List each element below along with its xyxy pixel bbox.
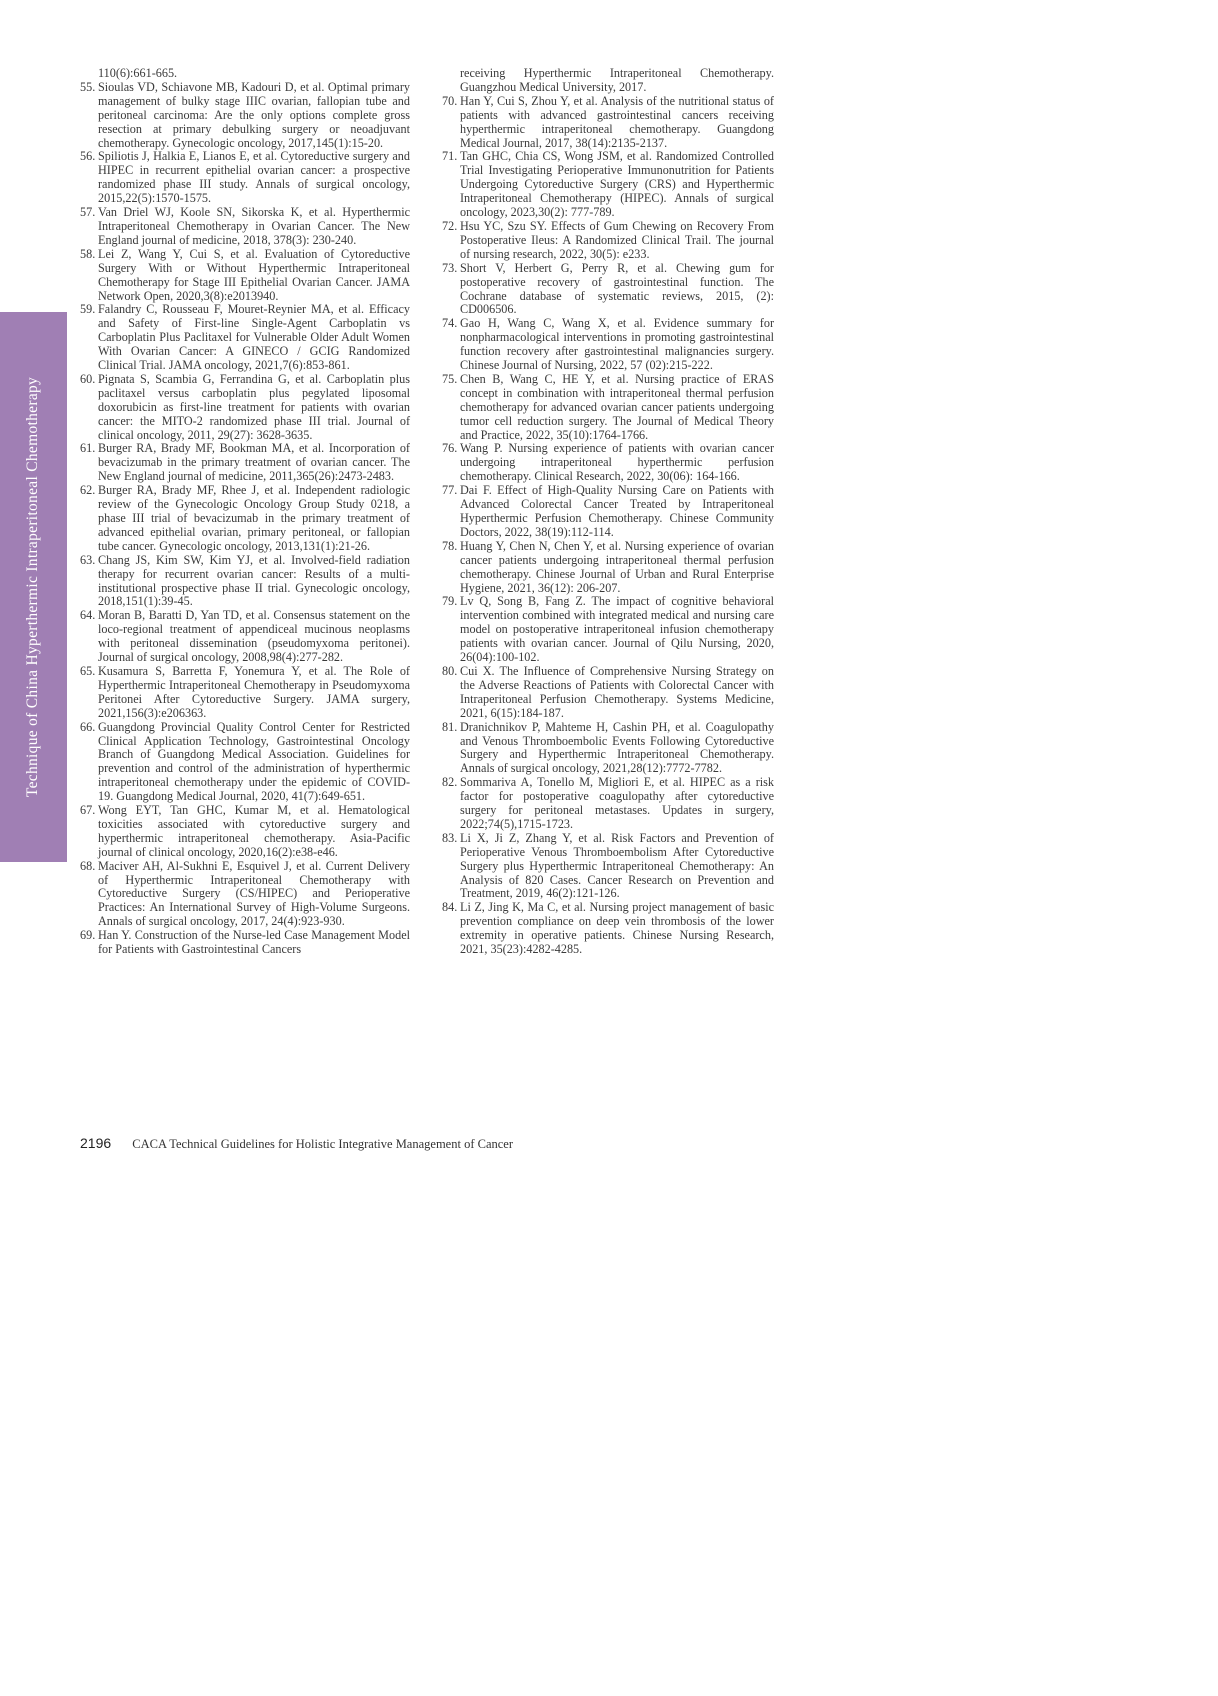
reference-item xyxy=(442,721,774,777)
reference-number: 78. xyxy=(442,538,458,553)
reference-number: 73. xyxy=(442,260,458,275)
reference-text: Hsu YC, Szu SY. Effects of Gum Chewing on Recovery From Postoperative Ileus: A Randomized Clinical Trail. The journal of nursing research, 2022, 30(5): e233. xyxy=(460,218,774,261)
reference-text: Li Z, Jing K, Ma C, et al. Nursing project management of basic prevention compliance on deep vein thrombosis of the lower extremity in operative patients. Chinese Nursing Research, 2021, 35(23):4282-4285. xyxy=(460,900,774,957)
reference-number: 84. xyxy=(442,900,458,915)
reference-item xyxy=(80,804,410,860)
reference-text: Wong EYT, Tan GHC, Kumar M, et al. Hematological toxicities associated with cytoreductive surgery and hyperthermic intraperitoneal chemotherapy. Asia-Pacific journal of clinical oncology, 2020,16(2):e38-e46. xyxy=(98,803,410,859)
reference-text: Dai F. Effect of High-Quality Nursing Care on Patients with Advanced Colorectal Cancer Treated by Intraperitoneal Hyperthermic Perfusion Chemotherapy. Chinese Community Doctors, 2022, 38(19):112-114. xyxy=(460,483,774,539)
reference-text: Sioulas VD, Schiavone MB, Kadouri D, et al. Optimal primary management of bulky stage IIIC ovarian, fallopian tube and peritoneal carcinoma: Are the only options complete gross resection at primary debulking surgery or neoadjuvant chemotherapy. Gynecologic oncology, 2017,145(1):15-20. xyxy=(98,79,410,150)
reference-item xyxy=(80,206,410,248)
reference-text: Burger RA, Brady MF, Rhee J, et al. Independent radiologic review of the Gynecologic Oncology Group Study 0218, a phase III trial of bevacizumab in the primary treatment of advanced epithelial ovarian, primary peritoneal, or fallopian tube cancer. Gynecologic oncology, 2013,131(1):21-26. xyxy=(98,483,410,553)
reference-item xyxy=(442,484,774,540)
reference-number: 57. xyxy=(80,205,96,220)
reference-number: 71. xyxy=(442,149,458,164)
reference-number: 63. xyxy=(80,552,96,567)
reference-text: Guangdong Provincial Quality Control Center for Restricted Clinical Application Technology, Gastrointestinal Oncology Branch of Guangdong Medical Association. Guidelines for prevention and control of the administration of hyperthermic intraperitoneal chemotherapy under the epidemic of COVID-19. Guangdong Medical Journal, 2020, 41(7):649-651. xyxy=(98,719,410,804)
reference-text: Sommariva A, Tonello M, Migliori E, et al. HIPEC as a risk factor for postoperative coagulopathy after cytoreductive surgery for peritoneal metastases. Updates in surgery, 2022;74(5),1715-1723. xyxy=(460,775,774,831)
reference-item xyxy=(442,595,774,665)
reference-number: 64. xyxy=(80,608,96,623)
reference-text: Moran B, Baratti D, Yan TD, et al. Consensus statement on the loco-regional treatment of appendiceal mucinous neoplasms with peritoneal dissemination (pseudomyxoma peritonei). Journal of surgical oncology, 2008,98(4):277-282. xyxy=(98,608,410,665)
reference-number: 70. xyxy=(442,93,458,108)
reference-item xyxy=(442,262,774,318)
reference-number: 58. xyxy=(80,246,96,261)
reference-item xyxy=(80,81,410,151)
reference-text: Chen B, Wang C, HE Y, et al. Nursing practice of ERAS concept in combination with intraperitoneal thermal perfusion chemotherapy for advanced ovarian cancer patients undergoing tumor cell reduction surgery. The Journal of Medical Theory and Practice, 2022, 35(10):1764-1766. xyxy=(460,371,774,442)
reference-text: Kusamura S, Barretta F, Yonemura Y, et al. The Role of Hyperthermic Intraperitoneal Chemotherapy in Pseudomyxoma Peritonei After Cytoreductive Surgery. JAMA surgery, 2021,156(3):e206363. xyxy=(98,663,410,720)
reference-number: 55. xyxy=(80,79,96,94)
reference-number: 65. xyxy=(80,663,96,678)
reference-number: 76. xyxy=(442,441,458,456)
running-footer-title: CACA Technical Guidelines for Holistic Integrative Management of Cancer xyxy=(132,1137,514,1151)
reference-number: 61. xyxy=(80,441,96,456)
reference-item xyxy=(442,776,774,832)
reference-number: 56. xyxy=(80,149,96,164)
reference-item xyxy=(442,220,774,262)
reference-number: 82. xyxy=(442,775,458,790)
reference-number: 67. xyxy=(80,803,96,818)
reference-item xyxy=(442,540,774,596)
reference-item xyxy=(442,317,774,373)
page-number: 2196 xyxy=(80,1135,112,1151)
reference-text: Lei Z, Wang Y, Cui S, et al. Evaluation of Cytoreductive Surgery With or Without Hyperthermic Intraperitoneal Chemotherapy for Stage III Epithelial Ovarian Cancer. JAMA Network Open, 2020,3(8):e2013940. xyxy=(98,246,410,303)
reference-item xyxy=(80,373,410,443)
reference-text: Chang JS, Kim SW, Kim YJ, et al. Involved-field radiation therapy for recurrent ovarian cancer: Results of a multi-institutional prospective phase II trial. Gynecologic oncology, 2018,151(1):39-45. xyxy=(98,552,410,609)
reference-number: 68. xyxy=(80,858,96,873)
reference-text: Burger RA, Brady MF, Bookman MA, et al. Incorporation of bevacizumab in the primary treatment of ovarian cancer. The New England journal of medicine, 2011,365(26):2473-2483. xyxy=(98,441,410,484)
reference-item xyxy=(80,303,410,373)
reference-text: Pignata S, Scambia G, Ferrandina G, et al. Carboplatin plus paclitaxel versus carboplatin plus pegylated liposomal doxorubicin as first-line treatment for patients with ovarian cancer: the MITO-2 randomized phase III trial. Journal of clinical oncology, 2011, 29(27): 3628-3635. xyxy=(98,371,410,442)
reference-item xyxy=(442,665,774,721)
reference-number: 72. xyxy=(442,218,458,233)
reference-text: Short V, Herbert G, Perry R, et al. Chewing gum for postoperative recovery of gastrointestinal function. The Cochrane database of systematic reviews, 2015, (2): CD006506. xyxy=(460,260,774,317)
reference-number: 83. xyxy=(442,830,458,845)
reference-text: Han Y. Construction of the Nurse-led Case Management Model for Patients with Gastrointestinal Cancers xyxy=(98,928,410,957)
reference-number: 62. xyxy=(80,483,96,498)
reference-continuation xyxy=(80,67,410,81)
reference-number: 66. xyxy=(80,719,96,734)
reference-item xyxy=(442,373,774,443)
reference-text: receiving Hyperthermic Intraperitoneal Chemotherapy. Guangzhou Medical University, 2017. xyxy=(460,66,774,94)
reference-item xyxy=(442,95,774,151)
reference-text: Gao H, Wang C, Wang X, et al. Evidence summary for nonpharmacological interventions in promoting gastrointestinal function recovery after gastrointestinal malignancies surgery. Chinese Journal of Nursing, 2022, 57 (02):215-222. xyxy=(460,316,774,373)
reference-item xyxy=(80,484,410,554)
reference-item xyxy=(80,929,410,957)
reference-text: Tan GHC, Chia CS, Wong JSM, et al. Randomized Controlled Trial Investigating Perioperative Immunonutrition for Patients Undergoing Cytoreductive Surgery (CRS) and Hyperthermic Intraperitoneal Chemotherapy (HIPEC). Annals of surgical oncology, 2023,30(2): 777-789. xyxy=(460,149,774,220)
reference-text: Huang Y, Chen N, Chen Y, et al. Nursing experience of ovarian cancer patients undergoing intraperitoneal thermal perfusion chemotherapy. Chinese Journal of Urban and Rural Enterprise Hygiene, 2021, 36(12): 206-207. xyxy=(460,538,774,595)
reference-number: 80. xyxy=(442,663,458,678)
reference-text: 110(6):661-665. xyxy=(98,66,178,80)
reference-text: Spiliotis J, Halkia E, Lianos E, et al. Cytoreductive surgery and HIPEC in recurrent epithelial ovarian cancer: a prospective randomized phase III study. Annals of surgical oncology, 2015,22(5):1570-1575. xyxy=(98,149,410,206)
reference-item xyxy=(80,860,410,930)
reference-text: Li X, Ji Z, Zhang Y, et al. Risk Factors and Prevention of Perioperative Venous Thromboembolism After Cytoreductive Surgery plus Hyperthermic Intraperitoneal Chemotherapy: An Analysis of 820 Cases. Cancer Research on Prevention and Treatment, 2019, 46(2):121-126. xyxy=(460,830,774,901)
reference-number: 60. xyxy=(80,371,96,386)
reference-item xyxy=(80,248,410,304)
reference-text: Maciver AH, Al-Sukhni E, Esquivel J, et al. Current Delivery of Hyperthermic Intraperitoneal Chemotherapy with Cytoreductive Surgery (CS/HIPEC) and Perioperative Practices: An International Survey of High-Volume Surgeons. Annals of surgical oncology, 2017, 24(4):923-930. xyxy=(98,858,410,929)
reference-item xyxy=(442,150,774,220)
reference-item xyxy=(80,150,410,206)
reference-item xyxy=(442,442,774,484)
reference-text: Wang P. Nursing experience of patients with ovarian cancer undergoing intraperitoneal hyperthermic perfusion chemotherapy. Clinical Research, 2022, 30(06): 164-166. xyxy=(460,441,774,484)
reference-item xyxy=(442,832,774,902)
section-side-tab-label: Technique of China Hyperthermic Intraperitoneal Chemotherapy xyxy=(24,376,41,798)
reference-number: 74. xyxy=(442,316,458,331)
reference-number: 77. xyxy=(442,483,458,498)
page-footer xyxy=(80,1135,513,1152)
reference-number: 75. xyxy=(442,371,458,386)
reference-item xyxy=(80,609,410,665)
reference-number: 81. xyxy=(442,719,458,734)
reference-text: Lv Q, Song B, Fang Z. The impact of cognitive behavioral intervention combined with integrated medical and nursing care model on postoperative intraperitoneal infusion chemotherapy patients with ovarian cancer. Journal of Qilu Nursing, 2020, 26(04):100-102. xyxy=(460,594,774,665)
reference-text: Dranichnikov P, Mahteme H, Cashin PH, et al. Coagulopathy and Venous Thromboembolic Events Following Cytoreductive Surgery and Hyperthermic Intraperitoneal Chemotherapy. Annals of surgical oncology, 2021,28(12):7772-7782. xyxy=(460,719,774,776)
reference-item xyxy=(80,442,410,484)
references-left-column xyxy=(80,67,410,957)
reference-text: Van Driel WJ, Koole SN, Sikorska K, et al. Hyperthermic Intraperitoneal Chemotherapy in Ovarian Cancer. The New England journal of medicine, 2018, 378(3): 230-240. xyxy=(98,205,410,247)
reference-text: Han Y, Cui S, Zhou Y, et al. Analysis of the nutritional status of patients with advanced gastrointestinal cancers receiving hyperthermic intraperitoneal chemotherapy. Guangdong Medical Journal, 2017, 38(14):2135-2137. xyxy=(460,93,774,150)
reference-item xyxy=(442,901,774,957)
reference-number: 79. xyxy=(442,594,458,609)
reference-number: 69. xyxy=(80,928,96,943)
reference-item xyxy=(80,554,410,610)
references-right-column xyxy=(442,67,774,957)
reference-item xyxy=(80,665,410,721)
reference-item xyxy=(80,721,410,804)
reference-continuation xyxy=(442,67,774,95)
reference-number: 59. xyxy=(80,302,96,317)
reference-text: Falandry C, Rousseau F, Mouret-Reynier MA, et al. Efficacy and Safety of First-line Single-Agent Carboplatin vs Carboplatin Plus Paclitaxel for Vulnerable Older Adult Women With Ovarian Cancer: A GINECO / GCIG Randomized Clinical Trial. JAMA oncology, 2021,7(6):853-861. xyxy=(98,302,410,373)
reference-text: Cui X. The Influence of Comprehensive Nursing Strategy on the Adverse Reactions of Patients with Colorectal Cancer with Intraperitoneal Perfusion Chemotherapy. Systems Medicine, 2021, 6(15):184-187. xyxy=(460,663,774,720)
